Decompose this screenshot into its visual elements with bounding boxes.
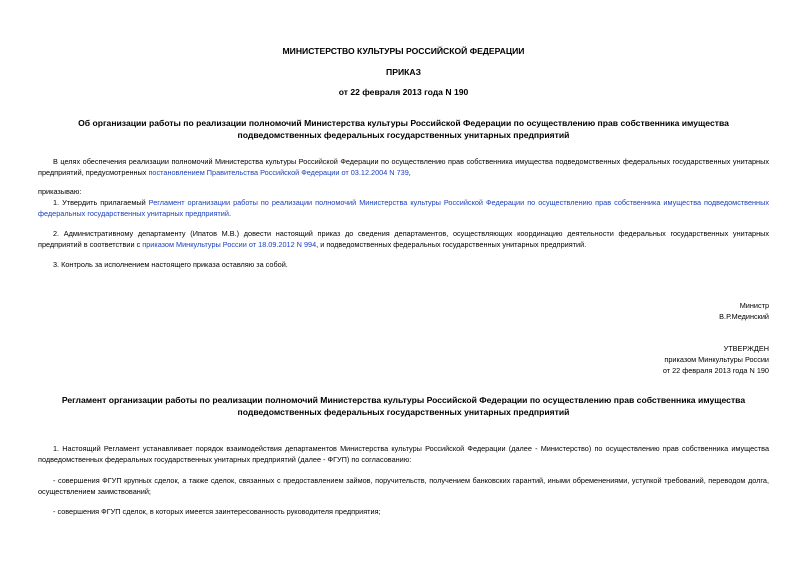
reglament-paragraph-3: - совершения ФГУП сделок, в которых имеется заинтересованность руководителя предприятия; bbox=[53, 507, 381, 516]
order-994-link[interactable]: приказом Минкультуры России от 18.09.2012 N 994 bbox=[142, 240, 317, 249]
signature-position: Министр bbox=[739, 301, 769, 310]
preamble-link[interactable]: постановлением Правительства Российской Федерации от 03.12.2004 N 739 bbox=[148, 168, 409, 177]
preamble-paragraph bbox=[38, 156, 769, 178]
doc-date-number: от 22 февраля 2013 года N 190 bbox=[338, 87, 469, 97]
reglament-link[interactable]: Регламент организации работы по реализации полномочий Министерства культуры Российской Федерации по осуществлению прав собственника имущества подведомственных федеральных государственных унитарных предприятий bbox=[38, 198, 769, 218]
ministry-name: МИНИСТЕРСТВО КУЛЬТУРЫ РОССИЙСКОЙ ФЕДЕРАЦИИ bbox=[282, 46, 525, 56]
title-line-2: подведомственных федеральных государственных унитарных предприятий bbox=[237, 130, 570, 140]
approval-block bbox=[38, 343, 769, 376]
approval-line-1: УТВЕРЖДЕН bbox=[723, 344, 769, 353]
reglament-paragraph-2: - совершения ФГУП крупных сделок, а также сделок, связанных с предоставлением займов, поручительств, получением банковских гарантий, иными обременениями, уступкой требований, переводом долга, осуществлением заимствований; bbox=[38, 476, 769, 496]
reglament-title-line-2: подведомственных федеральных государственных унитарных предприятий bbox=[237, 407, 570, 417]
preamble-text: В целях обеспечения реализации полномочий Министерства культуры Российской Федерации по осуществлению прав собственника имущества подведомственных федеральных государственных унитарных предприятий, предусмотренных bbox=[38, 157, 769, 177]
reglament-title-line-1: Регламент организации работы по реализации полномочий Министерства культуры Российской Федерации по осуществлению прав собственника имущества bbox=[61, 395, 746, 405]
item-1 bbox=[38, 197, 769, 219]
signature-block bbox=[38, 300, 769, 322]
order-word: приказываю: bbox=[38, 187, 82, 196]
doc-type: ПРИКАЗ bbox=[386, 67, 421, 77]
reglament-title bbox=[38, 395, 769, 417]
approval-line-3: от 22 февраля 2013 года N 190 bbox=[662, 366, 769, 375]
document-title bbox=[38, 118, 769, 140]
preamble-end: , bbox=[408, 168, 411, 177]
item-2 bbox=[38, 228, 769, 250]
reglament-paragraph-1: 1. Настоящий Регламент устанавливает порядок взаимодействия департаментов Министерства культуры Российской Федерации (далее - Министерство) по осуществлению прав собственника имущества подведомственных федеральных государственных унитарных предприятий (далее - ФГУП) по согласованию: bbox=[38, 444, 769, 464]
item-2-text: 2. Административному департаменту (Ипатов М.В.) довести настоящий приказ до сведения департаментов, осуществляющих координацию деятельности федеральных государственных унитарных предприятий в соответствии с bbox=[38, 229, 769, 249]
signature-name: В.Р.Мединский bbox=[719, 312, 769, 321]
item-2-end: , и подведомственных федеральных государственных унитарных предприятий. bbox=[316, 240, 587, 249]
item-1-text: 1. Утвердить прилагаемый bbox=[53, 198, 149, 207]
item-3: 3. Контроль за исполнением настоящего приказа оставляю за собой. bbox=[53, 260, 288, 269]
title-line-1: Об организации работы по реализации полномочий Министерства культуры Российской Федерации по осуществлению прав собственника имущества bbox=[78, 118, 729, 128]
approval-line-2: приказом Минкультуры России bbox=[664, 355, 769, 364]
item-1-end: . bbox=[228, 209, 231, 218]
